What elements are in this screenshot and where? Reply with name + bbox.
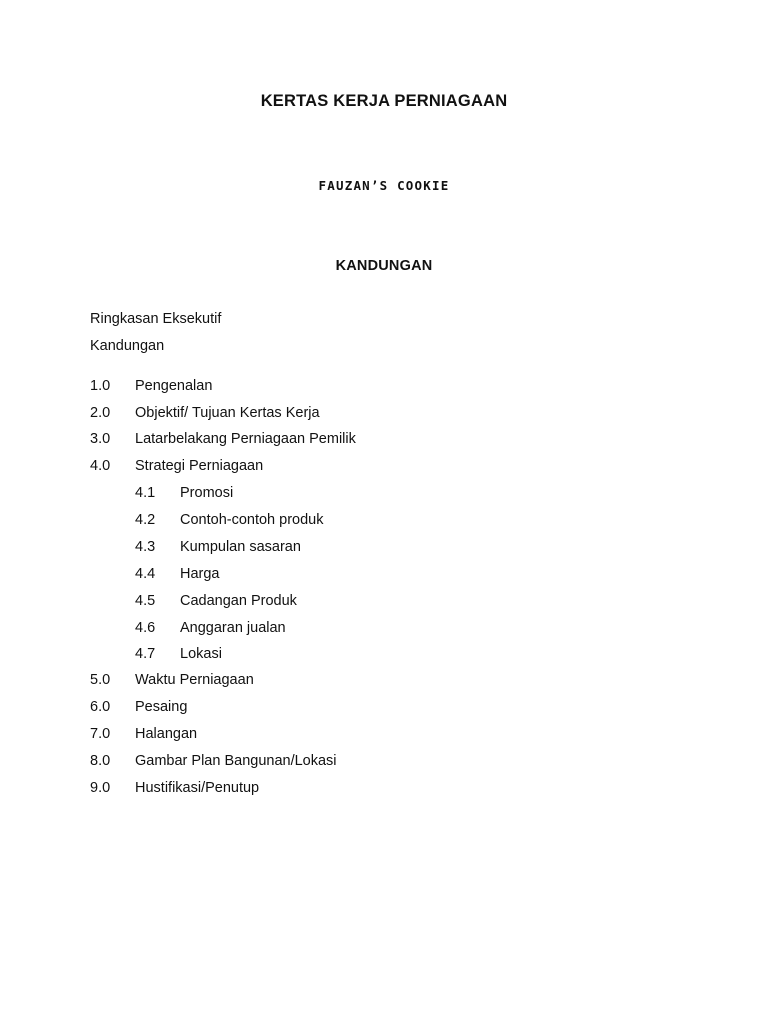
document-title: KERTAS KERJA PERNIAGAAN — [260, 92, 508, 110]
toc-number: 2.0 — [90, 405, 111, 421]
contents-heading: KANDUNGAN — [335, 258, 433, 274]
toc-number: 7.0 — [90, 726, 111, 742]
toc-label: Gambar Plan Bangunan/Lokasi — [135, 753, 337, 769]
toc-number: 4.0 — [90, 458, 111, 474]
toc-subitem-4-2 — [135, 512, 324, 528]
toc-item-7 — [90, 726, 197, 742]
toc-item-8 — [90, 753, 337, 769]
toc-item-6 — [90, 699, 187, 715]
toc-label: Pengenalan — [135, 378, 213, 394]
toc-number: 3.0 — [90, 431, 111, 447]
toc-label: Cadangan Produk — [180, 593, 297, 609]
toc-number: 4.2 — [135, 512, 156, 528]
toc-label: Halangan — [135, 726, 198, 742]
toc-item-3 — [90, 431, 356, 447]
toc-label: Contoh-contoh produk — [180, 512, 324, 528]
toc-subitem-4-4 — [135, 566, 220, 582]
intro-line-contents: Kandungan — [90, 338, 165, 354]
toc-number: 9.0 — [90, 780, 111, 796]
toc-number: 1.0 — [90, 378, 111, 394]
toc-subitem-4-6 — [135, 620, 286, 636]
toc-subitem-4-3 — [135, 539, 301, 555]
toc-label: Objektif/ Tujuan Kertas Kerja — [135, 405, 320, 421]
toc-number: 4.1 — [135, 485, 156, 501]
toc-item-2 — [90, 405, 320, 421]
toc-item-5 — [90, 672, 254, 688]
toc-label: Promosi — [180, 485, 234, 501]
toc-item-9 — [90, 780, 259, 796]
toc-label: Latarbelakang Perniagaan Pemilik — [135, 431, 356, 447]
toc-label: Lokasi — [180, 646, 222, 662]
toc-label: Waktu Perniagaan — [135, 672, 254, 688]
toc-label: Pesaing — [135, 699, 188, 715]
toc-number: 4.5 — [135, 593, 156, 609]
toc-number: 6.0 — [90, 699, 111, 715]
toc-item-1 — [90, 378, 212, 394]
intro-line-executive-summary: Ringkasan Eksekutif — [90, 311, 222, 327]
toc-item-4 — [90, 458, 263, 474]
toc-label: Anggaran jualan — [180, 620, 286, 636]
toc-subitem-4-1 — [135, 485, 233, 501]
business-name: FAUZAN’S COOKIE — [318, 178, 450, 193]
toc-label: Strategi Perniagaan — [135, 458, 264, 474]
toc-number: 4.6 — [135, 620, 156, 636]
toc-subitem-4-7 — [135, 646, 222, 662]
toc-number: 5.0 — [90, 672, 111, 688]
toc-label: Harga — [180, 566, 220, 582]
toc-number: 4.4 — [135, 566, 156, 582]
toc-label: Kumpulan sasaran — [180, 539, 301, 555]
toc-subitem-4-5 — [135, 593, 297, 609]
toc-label: Hustifikasi/Penutup — [135, 780, 260, 796]
toc-number: 4.3 — [135, 539, 156, 555]
toc-number: 4.7 — [135, 646, 156, 662]
toc-number: 8.0 — [90, 753, 111, 769]
